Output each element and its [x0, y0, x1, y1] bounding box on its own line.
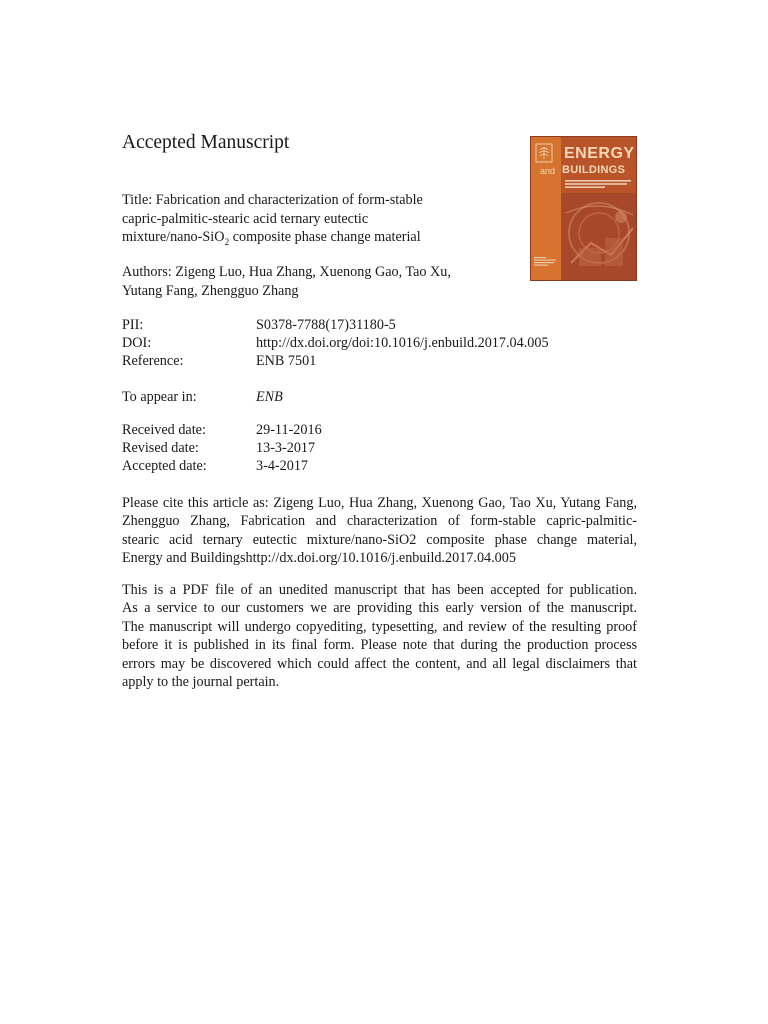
reference-value: ENB 7501: [256, 353, 317, 369]
doi-label: DOI:: [122, 335, 152, 351]
revised-row: [122, 439, 315, 457]
authors-line-1: Authors: Zigeng Luo, Hua Zhang, Xuenong Gao, Tao Xu,: [122, 264, 451, 280]
notice-line-5: errors may be discovered which could affect the content, and all legal disclaimers that: [122, 655, 637, 672]
cover-artwork: [561, 193, 637, 281]
title-line-2: capric-palmitic-stearic acid ternary eutectic: [122, 210, 369, 227]
reference-row: [122, 352, 316, 370]
citation-line-4: Energy and Buildingshttp://dx.doi.org/10.1016/j.enbuild.2017.04.005: [122, 550, 516, 567]
notice-line-1: This is a PDF file of an unedited manuscript that has been accepted for publication.: [122, 582, 637, 598]
cover-title-energy: ENERGY: [564, 145, 635, 162]
citation-paragraph: [122, 494, 637, 568]
title-line-3: [122, 228, 522, 247]
notice-line-3: The manuscript will undergo copyediting, typesetting, and review of the resulting proof: [122, 618, 637, 635]
citation-line-2: Zhengguo Zhang, Fabrication and characterization of form-stable capric-palmitic-: [122, 513, 637, 530]
pii-row: [122, 316, 396, 334]
notice-paragraph: [122, 581, 637, 691]
title-line-1: Title: Fabrication and characterization of form-stable: [122, 192, 423, 208]
accepted-label: Accepted date:: [122, 458, 207, 474]
appear-label: To appear in:: [122, 389, 197, 405]
cover-editor-text-graphic: [534, 257, 560, 271]
doi-link[interactable]: http://dx.doi.org/doi:10.1016/j.enbuild.2017.04.005: [256, 335, 549, 351]
title-subscript: 2: [224, 238, 230, 249]
cover-title-and: and: [540, 166, 556, 176]
page-heading: Accepted Manuscript: [122, 132, 290, 153]
article-authors: [122, 263, 522, 300]
revised-value: 13-3-2017: [256, 440, 316, 456]
title-line-3-pre: mixture/nano-SiO: [122, 229, 225, 246]
reference-label: Reference:: [122, 353, 184, 369]
received-label: Received date:: [122, 422, 206, 438]
cover-subtitle-lines: [565, 180, 633, 191]
pii-value: S0378-7788(17)31180-5: [256, 317, 396, 333]
notice-line-4: before it is published in its final form. Please note that during the production process: [122, 637, 637, 654]
article-title: [122, 191, 522, 247]
doi-row: [122, 334, 549, 352]
revised-label: Revised date:: [122, 440, 199, 456]
notice-line-2: As a service to our customers we are providing this early version of the manuscript.: [122, 600, 637, 617]
cover-editor-lines: [534, 257, 560, 273]
authors-line-2: Yutang Fang, Zhengguo Zhang: [122, 282, 299, 299]
appear-row: [122, 388, 283, 406]
title-line-3-post: composite phase change material: [229, 229, 421, 246]
received-value: 29-11-2016: [256, 422, 322, 438]
cover-subtitle-text-graphic: [565, 180, 633, 190]
cover-title-buildings: BUILDINGS: [562, 164, 626, 176]
appear-value: ENB: [256, 389, 283, 405]
pii-label: PII:: [122, 317, 144, 333]
accepted-value: 3-4-2017: [256, 458, 309, 474]
publisher-logo-icon: [535, 143, 553, 163]
accepted-row: [122, 457, 308, 475]
citation-line-3: stearic acid ternary eutectic mixture/nano-SiO2 composite phase change material,: [122, 531, 637, 548]
notice-line-6: apply to the journal pertain.: [122, 674, 280, 691]
journal-cover-image: [530, 136, 637, 281]
citation-line-1: Please cite this article as: Zigeng Luo, Hua Zhang, Xuenong Gao, Tao Xu, Yutang Fang,: [122, 495, 637, 511]
received-row: [122, 421, 322, 439]
